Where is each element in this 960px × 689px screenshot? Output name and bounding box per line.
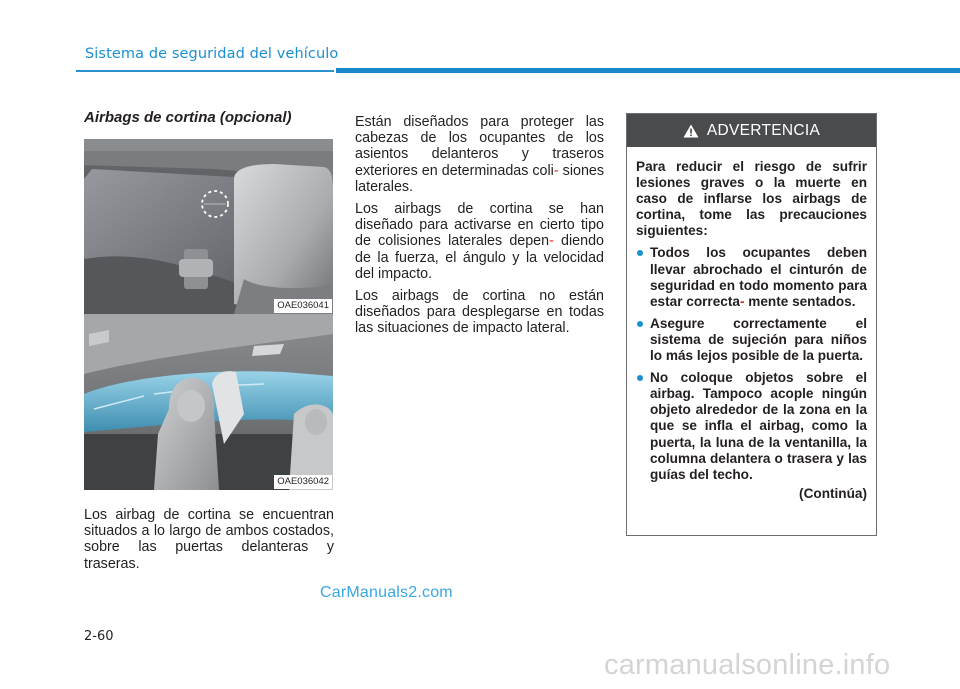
section-heading: Airbags de cortina (opcional) [84,109,292,126]
continued-label: (Continúa) [799,485,867,501]
warning-bullet: No coloque objetos sobre el airbag. Tampoco acople ningún objeto alrededor de la zona en la que se infla el airbag, como la puerta, la luna de la ventanilla, la columna delantera o trasera y las guías del techo. [636,370,867,483]
section-title: Sistema de seguridad del vehículo [85,46,339,62]
paragraph-2: Los airbags de cortina se han diseñado para activarse en cierto tipo de colisiones laterales depen- diendo de la fuerza, el ángulo y la velocidad del impacto. [355,201,604,282]
footer-site-mark: carmanualsonline.info [604,649,891,681]
warning-box [626,113,877,536]
warning-triangle-icon [683,124,699,138]
curtain-airbag-deployed-photo [84,314,333,490]
paragraph-1: Están diseñados para proteger las cabezas de los ocupantes de los asientos delanteros y traseros exteriores en determinadas coli- siones laterales. [355,114,604,195]
watermark-link[interactable]: CarManuals2.com [320,584,453,601]
paragraph-3: Los airbags de cortina no están diseñados para desplegarse en todas las situaciones de impacto lateral. [355,288,604,337]
warning-title: ADVERTENCIA [706,121,821,139]
header-rule [76,70,334,72]
page-number: 2-60 [84,629,114,644]
warning-bullet: Asegure correctamente el sistema de sujeción para niños lo más lejos posible de la puerta. [636,316,867,364]
header-bar [336,68,960,73]
photo-code-2: OAE036042 [274,475,332,489]
curtain-airbag-description [355,114,604,343]
photo-code-1: OAE036041 [274,299,332,313]
warning-intro: Para reducir el riesgo de sufrir lesiones graves o la muerte en caso de inflarse los airbags de cortina, tome las precauciones siguientes: [636,159,867,239]
curtain-airbag-location-text: Los airbag de cortina se encuentran situados a lo largo de ambos costados, sobre las puertas delanteras y traseras. [84,507,334,572]
warning-bullet: Todos los ocupantes deben llevar abrochado el cinturón de seguridad en todo momento para estar correcta- mente sentados. [636,245,867,309]
warning-header [627,114,876,147]
headrest-airbag-photo [84,139,333,314]
warning-content [627,147,876,502]
